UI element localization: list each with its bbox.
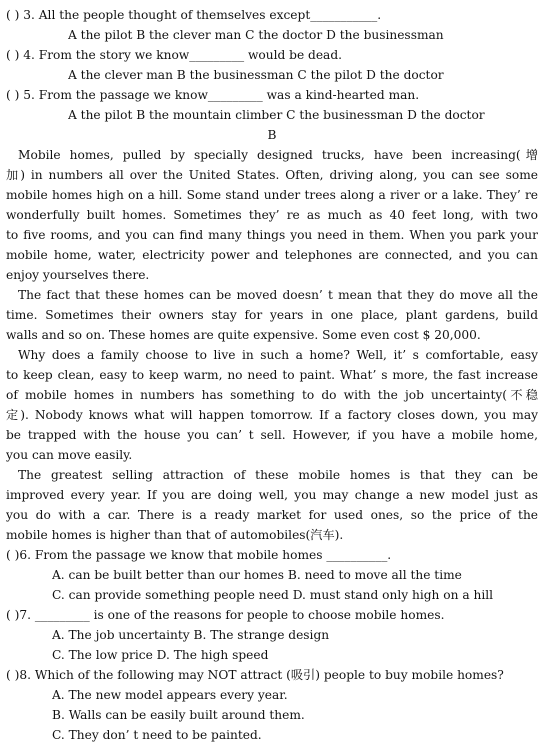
question-6-options-ab: A. can be built better than our homes B. need to move all the time: [52, 568, 462, 582]
question-7: ( )7. _________ is one of the reasons for people to choose mobile homes.: [6, 608, 445, 622]
question-4-options: A the clever man B the businessman C the pilot D the doctor: [68, 68, 444, 82]
passage-line: mobile homes high on a hill. Some stand under trees along a river or a lake. They’ re: [6, 188, 538, 202]
passage-line: wonderfully built homes. Sometimes they’ re as much as 40 feet long, with two: [6, 208, 538, 222]
passage-line: you do with a car. There is a ready market for used ones, so the price of the: [6, 508, 538, 522]
question-6-options-cd: C. can provide something people need D. must stand only high on a hill: [52, 588, 494, 602]
passage-line: you can move easily.: [6, 448, 133, 462]
passage-line: of mobile homes in numbers has something to do with the job uncertainty(不稳: [6, 388, 538, 402]
question-4: ( ) 4. From the story we know_________ would be dead.: [6, 48, 342, 62]
passage-line: be trapped with the house you can’ t sell. However, if you have a mobile home,: [6, 428, 538, 442]
passage-line: 加) in numbers all over the United States. Often, driving along, you can see some: [6, 168, 538, 182]
passage-line: improved every year. If you are doing well, you may change a new model just as: [6, 488, 538, 502]
passage-line: The greatest selling attraction of these mobile homes is that they can be: [18, 468, 538, 482]
passage-line: time. Sometimes their owners stay for years in one place, plant gardens, build: [6, 308, 538, 322]
passage-line: 定). Nobody knows what will happen tomorrow. If a factory closes down, you may: [6, 408, 538, 422]
passage-line: mobile home, water, electricity power and telephones are connected, and you can: [6, 248, 538, 262]
passage-line: Why does a family choose to live in such a home? Well, it’ s comfortable, easy: [18, 348, 538, 362]
question-7-options-cd: C. The low price D. The high speed: [52, 648, 269, 662]
question-3: ( ) 3. All the people thought of themselves except___________.: [6, 8, 382, 22]
passage-line: to five rooms, and you can find many things you need in them. When you park your: [6, 228, 538, 242]
passage-line: enjoy yourselves there.: [6, 268, 150, 282]
question-8-option-c: C. They don’ t need to be painted.: [52, 728, 262, 742]
passage-line: mobile homes is higher than that of automobiles(汽车).: [6, 528, 344, 542]
question-8-option-b: B. Walls can be easily built around them.: [52, 708, 305, 722]
question-5-options: A the pilot B the mountain climber C the businessman D the doctor: [68, 108, 485, 122]
question-7-options-ab: A. The job uncertainty B. The strange design: [52, 628, 330, 642]
passage-line: Mobile homes, pulled by specially designed trucks, have been increasing(增: [18, 148, 538, 162]
section-heading-b: B: [267, 128, 277, 142]
passage-line: The fact that these homes can be moved doesn’ t mean that they do move all the: [18, 288, 538, 302]
passage-line: to keep clean, easy to keep warm, no need to paint. What’ s more, the fast increase: [6, 368, 538, 382]
question-5: ( ) 5. From the passage we know_________ was a kind-hearted man.: [6, 88, 420, 102]
passage-line: walls and so on. These homes are quite expensive. Some even cost $ 20,000.: [6, 328, 481, 342]
question-8-option-a: A. The new model appears every year.: [52, 688, 288, 702]
question-3-options: A the pilot B the clever man C the doctor D the businessman: [68, 28, 444, 42]
question-6: ( )6. From the passage we know that mobile homes __________.: [6, 548, 392, 562]
question-8: ( )8. Which of the following may NOT attract (吸引) people to buy mobile homes?: [6, 668, 504, 682]
